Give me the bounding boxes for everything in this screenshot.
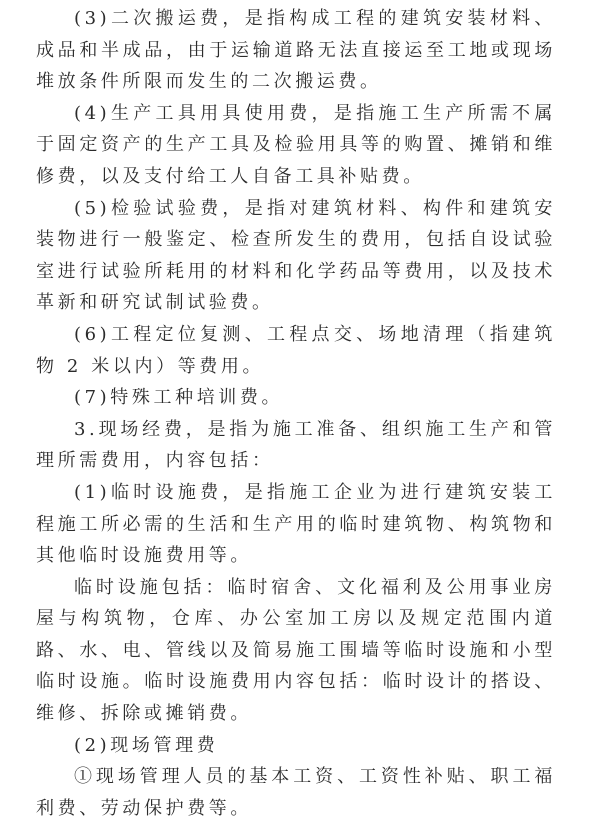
paragraph-special-training-fee: (7)特殊工种培训费。 — [74, 387, 284, 409]
paragraph-secondary-transport-fee: (3)二次搬运费，是指构成工程的建筑安装材料、成品和半成品，由于运输道路无法直接运至工地或现场堆放条件所限而发生的二次搬运费。 — [36, 8, 556, 93]
paragraph-temporary-facilities-fee: (1)临时设施费，是指施工企业为进行建筑安装工程施工所必需的生活和生产用的临时建筑物、构筑物和其他临时设施费用等。 — [36, 481, 556, 567]
paragraph-survey-site-clearing-fee: (6)工程定位复测、工程点交、场地清理（指建筑物 2 米以内）等费用。 — [36, 323, 556, 377]
paragraph-management-staff-wages: ①现场管理人员的基本工资、工资性补贴、职工福利费、劳动保护费等。 — [36, 766, 556, 819]
paragraph-tool-usage-fee: (4)生产工具用具使用费，是指施工生产所需不属于固定资产的生产工具及检验用具等的购置、摊销和维修费，以及支付给工人自备工具补贴费。 — [36, 102, 556, 187]
paragraph-inspection-test-fee: (5)检验试验费，是指对建筑材料、构件和建筑安装物进行一般鉴定、检查所发生的费用，包括自设试验室进行试验所耗用的材料和化学药品等费用，以及技术革新和研究试制试验费。 — [36, 197, 556, 314]
paragraph-site-expenses-heading: 3.现场经费，是指为施工准备、组织施工生产和管理所需费用，内容包括： — [36, 418, 556, 472]
document-body — [36, 3, 556, 824]
paragraph-temporary-facilities-scope: 临时设施包括：临时宿舍、文化福利及公用事业房屋与构筑物，仓库、办公室加工房以及规定范围内道路、水、电、管线以及简易施工围墙等临时设施和小型临时设施。临时设施费用内容包括：临时设计的搭设、维修、拆除或摊销费。 — [36, 576, 556, 725]
paragraph-site-management-fee-heading: (2)现场管理费 — [74, 734, 219, 756]
